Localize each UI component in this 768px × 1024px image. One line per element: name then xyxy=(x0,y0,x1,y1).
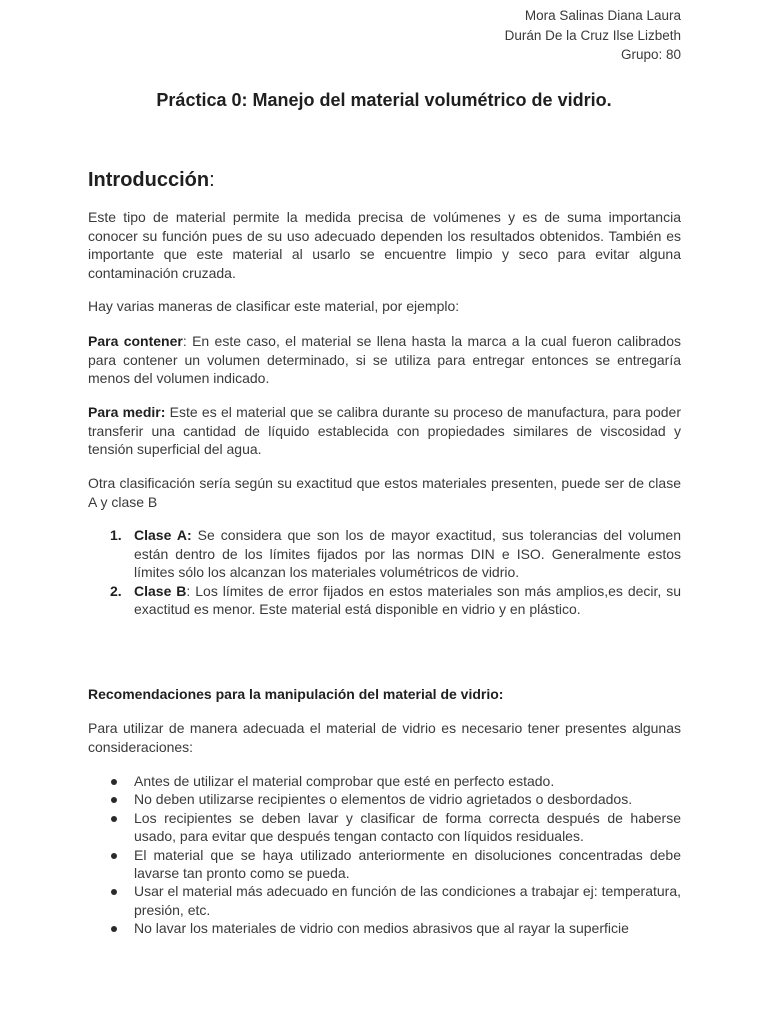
group-label: Grupo: 80 xyxy=(620,47,681,62)
bullet-icon xyxy=(111,816,117,822)
bullet-icon xyxy=(111,779,117,785)
list-item-label: Clase A: xyxy=(134,527,192,543)
list-item-text: : Los límites de error fijados en estos materiales son más amplios,es decir, su exactitud es menor. Este material está disponible en vidrio y en plástico. xyxy=(134,582,682,618)
list-item-text: Antes de utilizar el material comprobar que esté en perfecto estado. xyxy=(134,773,555,789)
bullet-icon xyxy=(111,889,117,895)
list-item xyxy=(88,790,681,808)
list-item-text: Se considera que son los de mayor exactitud, sus tolerancias del volumen están dentro de los límites fijados por las normas DIN e ISO. Generalmente estos límites sólo los alcanzan los materiales volumétricos de vidrio. xyxy=(134,527,681,581)
bullet-icon xyxy=(111,797,117,803)
term-description: : En este caso, el material se llena hasta la marca a la cual fueron calibrados para contener un volumen determinado, si se utiliza para entregar entonces se entregaría menos del volumen indicado. xyxy=(88,333,681,387)
list-item xyxy=(88,526,681,582)
list-item-label: Clase B xyxy=(134,582,187,599)
paragraph: Otra clasificación sería según su exactitud que estos materiales presenten, puede ser de clase A y clase B xyxy=(88,475,681,510)
list-number: 1. xyxy=(110,527,122,543)
section-heading-introduccion xyxy=(88,169,215,192)
paragraph-para-medir xyxy=(88,403,681,459)
list-item xyxy=(88,882,681,919)
paragraph: Este tipo de material permite la medida precisa de volúmenes y es de suma importancia conocer su función pues de su uso adecuado dependen los resultados obtenidos. También es importante que este material al usarlo se encuentre limpio y seco para evitar alguna contaminación cruzada. xyxy=(88,209,681,281)
author-block xyxy=(505,6,681,65)
term-label: Para contener xyxy=(88,333,183,349)
paragraph-para-contener xyxy=(88,332,681,388)
bullet-icon xyxy=(111,926,117,932)
list-item-text: No lavar los materiales de vidrio con medios abrasivos que al rayar la superficie xyxy=(134,920,629,937)
bullet-list xyxy=(88,772,681,938)
numbered-list xyxy=(88,526,681,619)
list-item xyxy=(88,919,681,937)
paragraph: Para utilizar de manera adecuada el material de vidrio es necesario tener presentes algunas consideraciones: xyxy=(88,720,681,755)
author-name: Mora Salinas Diana Laura xyxy=(524,8,681,23)
list-number: 2. xyxy=(110,582,122,599)
list-item xyxy=(88,582,681,619)
list-item-text: No deben utilizarse recipientes o elementos de vidrio agrietados o desbordados. xyxy=(134,791,633,808)
list-item xyxy=(88,772,681,790)
list-item xyxy=(88,846,681,883)
subsection-heading: Recomendaciones para la manipulación del material de vidrio: xyxy=(88,686,504,702)
term-label: Para medir: xyxy=(88,404,166,420)
list-item-text: Los recipientes se deben lavar y clasificar de forma correcta después de haberse usado, para evitar que después tengan contacto con líquidos residuales. xyxy=(134,809,681,845)
term-description: Este es el material que se calibra durante su proceso de manufactura, para poder transferir una cantidad de líquido establecida con propiedades similares de viscosidad y tensión superficial del agua. xyxy=(88,404,681,458)
list-item xyxy=(88,809,681,846)
bullet-icon xyxy=(111,853,117,859)
document-title: Práctica 0: Manejo del material volumétrico de vidrio. xyxy=(156,90,612,110)
paragraph: Hay varias maneras de clasificar este material, por ejemplo: xyxy=(88,298,460,314)
section-heading-text: Introducción xyxy=(88,169,210,191)
section-heading-colon: : xyxy=(209,169,215,191)
list-item-text: El material que se haya utilizado anteriormente en disoluciones concentradas debe lavarse tan pronto como se pueda. xyxy=(134,846,681,882)
list-item-text: Usar el material más adecuado en función de las condiciones a trabajar ej: temperatura, presión, etc. xyxy=(134,883,681,918)
author-name: Durán De la Cruz Ilse Lizbeth xyxy=(504,27,681,43)
